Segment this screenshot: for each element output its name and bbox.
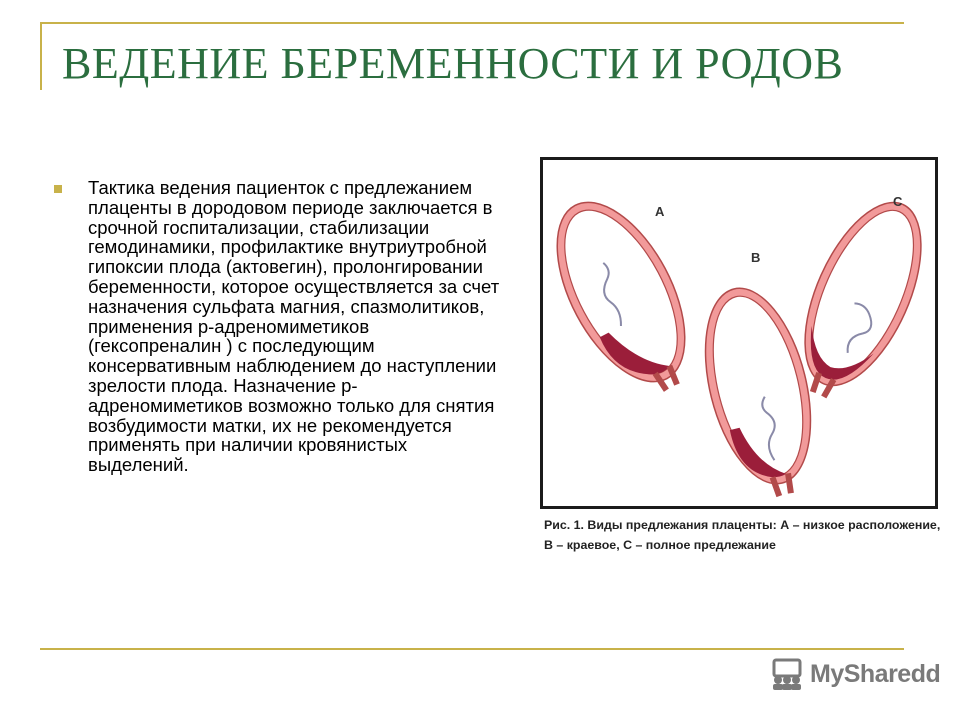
- label-c: C: [893, 194, 903, 209]
- bullet-item: [52, 178, 502, 475]
- figure-frame: [540, 157, 938, 509]
- uterus-a: [543, 182, 716, 411]
- slide-title: ВЕДЕНИЕ БЕРЕМЕННОСТИ И РОДОВ: [62, 39, 844, 88]
- bottom-rule: [40, 648, 904, 650]
- uterus-illustration: [543, 160, 935, 506]
- people-board-icon: [768, 658, 806, 690]
- watermark-text: MySharedd: [810, 659, 941, 688]
- caption-line-1: Рис. 1. Виды предлежания плаценты: А – низкое расположение,: [544, 518, 941, 532]
- caption-line-2: В – краевое, С – полное предлежание: [544, 538, 776, 552]
- bullet-text: Тактика ведения пациенток с предлежанием плаценты в дородовом периоде заключается в срочной госпитализации, стабилизации гемодинамики, профилактике внутриутробной гипоксии плода (актовегин), пролонгировании беременности, которое осуществляется за счет назначения сульфата магния, спазмолитиков, применения р-адреномиметиков (гексопреналин ) с последующим консервативным наблюдением до наступлении зрелости плода. Назначение р-адреномиметиков возможно только для снятия возбудимости матки, их не рекомендуется применять при наличии кровянистых выделений.: [88, 177, 500, 476]
- slide-content: [52, 178, 502, 475]
- watermark-logo: [768, 656, 941, 692]
- figure-caption: [544, 515, 942, 555]
- left-rule: [40, 22, 42, 90]
- placenta-figure: [540, 157, 940, 555]
- bullet-square-icon: [54, 185, 62, 193]
- top-rule: [40, 22, 904, 24]
- label-b: B: [751, 250, 761, 265]
- label-a: A: [655, 204, 665, 219]
